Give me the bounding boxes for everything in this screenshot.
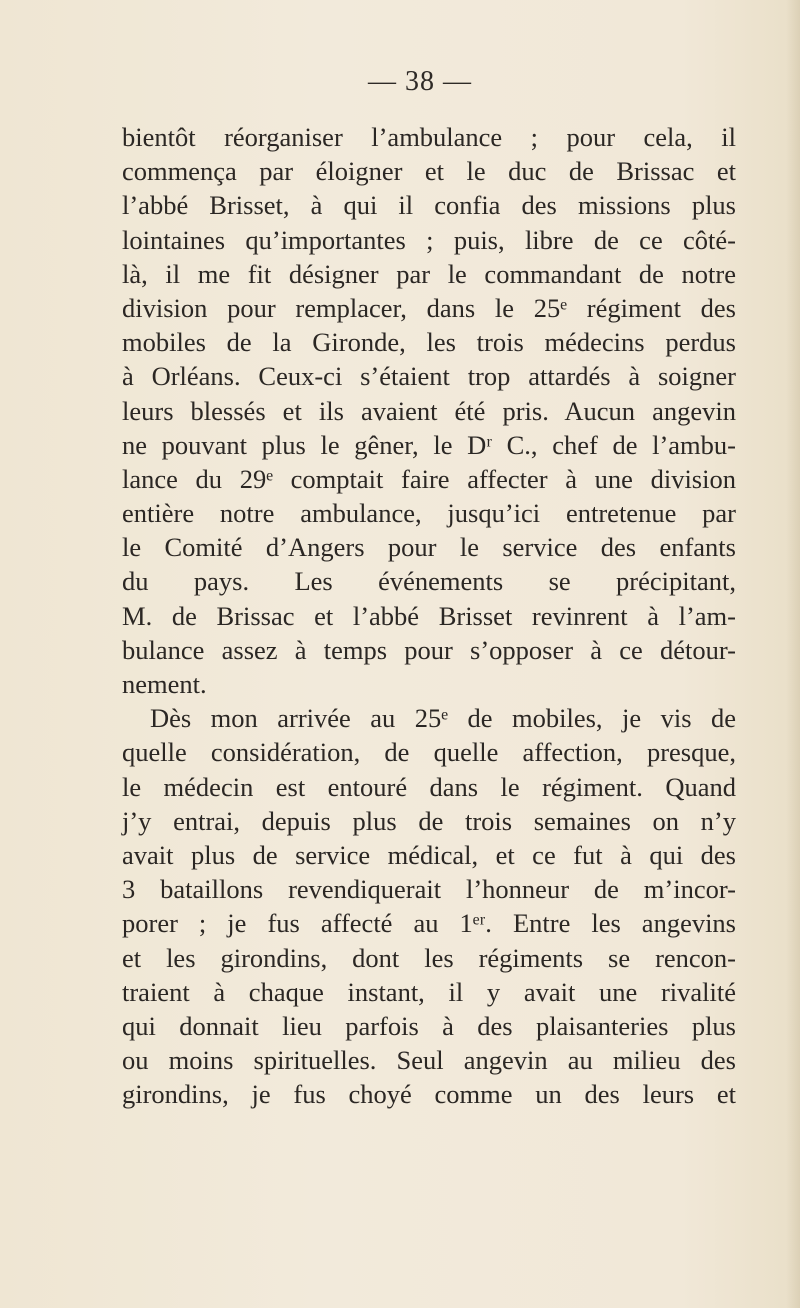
text-line: girondins, je fus choyé comme un des leurs et [122,1079,736,1110]
text-line: le médecin est entouré dans le régiment. Quand [122,771,736,802]
body-text [122,120,736,1111]
text-line: porer ; je fus affecté au 1ᵉʳ. Entre les angevins [122,908,736,939]
page-edge-shadow [786,0,800,1308]
text-line: ou moins spirituelles. Seul angevin au milieu des [122,1045,736,1076]
text-line: et les girondins, dont les régiments se rencon- [122,942,736,973]
text-line: ne pouvant plus le gêner, le Dʳ C., chef de l’ambu- [122,429,736,460]
text-line: j’y entrai, depuis plus de trois semaines on n’y [122,805,736,836]
text-line: entière notre ambulance, jusqu’ici entretenue par [122,498,736,529]
text-line: du pays. Les événements se précipitant, [122,566,736,597]
page-number: — 38 — [368,66,472,97]
text-line: Dès mon arrivée au 25ᵉ de mobiles, je vis de [150,703,736,734]
text-line: traient à chaque instant, il y avait une rivalité [122,976,736,1007]
text-line: division pour remplacer, dans le 25ᵉ régiment des [122,292,736,323]
text-line: mobiles de la Gironde, les trois médecins perdus [122,327,736,358]
text-line: bientôt réorganiser l’ambulance ; pour cela, il [122,122,736,152]
text-line: l’abbé Brisset, à qui il confia des missions plus [122,190,736,221]
text-line: commença par éloigner et le duc de Brissac et [122,156,736,187]
text-line: 3 bataillons revendiquerait l’honneur de m’incor- [122,874,736,905]
text-line: à Orléans. Ceux-ci s’étaient trop attardés à soigner [122,361,736,392]
text-line: là, il me fit désigner par le commandant de notre [122,258,736,289]
text-line: qui donnait lieu parfois à des plaisanteries plus [122,1010,736,1041]
text-line: lance du 29ᵉ comptait faire affecter à une division [122,463,736,494]
text-line: le Comité d’Angers pour le service des enfants [122,532,736,563]
text-line: quelle considération, de quelle affection, presque, [122,737,736,768]
text-line: avait plus de service médical, et ce fut à qui des [122,839,736,870]
text-line: leurs blessés et ils avaient été pris. Aucun angevin [122,395,736,426]
text-line: nement. [122,669,207,699]
text-line: bulance assez à temps pour s’opposer à ce détour- [122,634,736,665]
text-line: M. de Brissac et l’abbé Brisset revinrent à l’am- [122,600,736,631]
text-line: lointaines qu’importantes ; puis, libre de ce côté- [122,224,736,255]
